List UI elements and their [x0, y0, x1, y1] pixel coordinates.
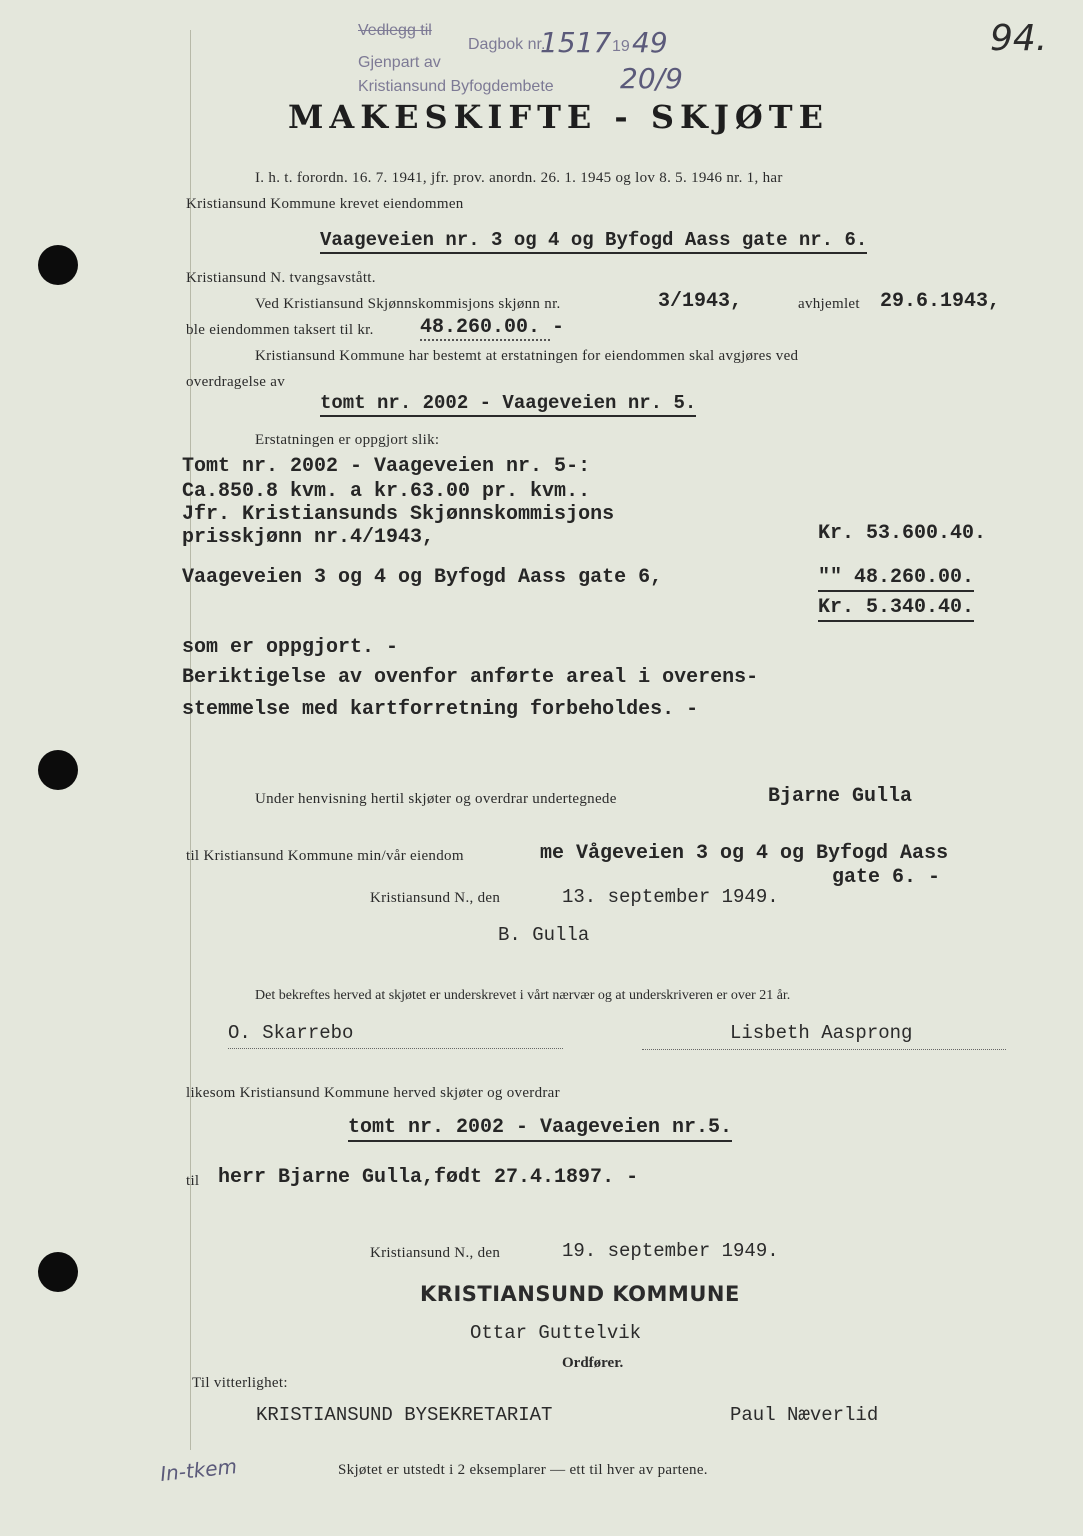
requisitioned-property: Vaageveien nr. 3 og 4 og Byfogd Aass gate nr. 6.	[320, 229, 867, 254]
transferor-name: Bjarne Gulla	[768, 785, 913, 808]
intro-text-7: overdragelse av	[186, 374, 286, 390]
place-date-2-label: Kristiansund N., den	[370, 1245, 501, 1261]
settlement-line-3: Jfr. Kristiansunds Skjønnskommisjons	[182, 503, 615, 526]
stamp-dagbok-number: 1517	[540, 26, 612, 59]
place-date-2-value: 19. september 1949.	[562, 1240, 779, 1262]
attest-name: Paul Næverlid	[730, 1404, 879, 1426]
witness-2-line	[642, 1049, 1006, 1050]
stamp-year-prefix: 19	[612, 38, 630, 55]
punch-hole-middle	[38, 750, 78, 790]
stamp-line-2: Gjenpart av	[358, 54, 441, 71]
intro-text-2: Kristiansund Kommune krevet eiendommen	[186, 196, 464, 212]
copies-note: Skjøtet er utstedt i 2 eksemplarer — ett til hver av partene.	[338, 1462, 708, 1478]
transfer-text-a: Under henvisning hertil skjøter og overdrar undertegnede	[255, 791, 617, 807]
stamp-dagbok-label: Dagbok nr.	[468, 36, 546, 53]
stamp-line-3: Kristiansund Byfogdembete	[358, 78, 554, 95]
transfer-text-b: til Kristiansund Kommune min/vår eiendom	[186, 848, 464, 864]
mayor-name: Ottar Guttelvik	[470, 1322, 642, 1344]
settlement-line-4: prisskjønn nr.4/1943,	[182, 526, 435, 549]
intro-text-3: Kristiansund N. tvangsavstått.	[186, 270, 376, 286]
intro-text-4b: avhjemlet	[798, 296, 860, 312]
place-date-1-label: Kristiansund N., den	[370, 890, 501, 906]
punch-hole-top	[38, 245, 78, 285]
document-title: MAKESKIFTE - SKJØTE	[288, 98, 829, 136]
municipality-name: KRISTIANSUND KOMMUNE	[420, 1282, 740, 1306]
counter-transfer-til: til	[186, 1173, 200, 1189]
intro-text-4a: Ved Kristiansund Skjønnskommisjons skjønn nr.	[255, 296, 561, 312]
transfer-property-line-2: gate 6. -	[832, 866, 941, 889]
settlement-line-7: Beriktigelse av ovenfor anførte areal i overens-	[182, 666, 759, 689]
witness-text: Det bekreftes herved at skjøtet er underskrevet i vårt nærvær og at underskriveren er over 21 år.	[255, 988, 791, 1003]
transfer-property-line-1: me Vågeveien 3 og 4 og Byfogd Aass	[540, 842, 949, 865]
stamp-line-1: Vedlegg til	[358, 22, 432, 39]
settlement-amount-2: "" 48.260.00.	[818, 566, 974, 592]
transferor-signature: B. Gulla	[498, 924, 590, 946]
settlement-line-8: stemmelse med kartforretning forbeholdes. -	[182, 698, 699, 721]
counter-transfer-text: likesom Kristiansund Kommune herved skjøter og overdrar	[186, 1085, 560, 1101]
taksert-amount: 48.260.00. -	[420, 316, 565, 339]
place-date-1-value: 13. september 1949.	[562, 886, 779, 908]
settlement-line-1: Tomt nr. 2002 - Vaageveien nr. 5-:	[182, 455, 591, 478]
stamp-handwritten-date: 20/9	[620, 62, 683, 95]
intro-text-5a: ble eiendommen taksert til kr.	[186, 322, 374, 338]
intro-text-6: Kristiansund Kommune har bestemt at erstatningen for eiendommen skal avgjøres ved	[255, 348, 799, 364]
attest-label: Til vitterlighet:	[192, 1375, 288, 1391]
intro-text-1: I. h. t. forordn. 16. 7. 1941, jfr. prov. anordn. 26. 1. 1945 og lov 8. 5. 1946 nr. 1, har	[255, 170, 783, 186]
recipient-name: herr Bjarne Gulla,født 27.4.1897. -	[218, 1166, 639, 1189]
avhjemlet-date: 29.6.1943,	[880, 290, 1001, 313]
page-number: 94.	[990, 18, 1048, 59]
witness-2-name: Lisbeth Aasprong	[730, 1022, 913, 1044]
mayor-role: Ordfører.	[562, 1355, 624, 1371]
stamp-year-suffix: 49	[632, 26, 668, 59]
settlement-heading: Erstatningen er oppgjort slik:	[255, 432, 440, 448]
overdragelse-property: tomt nr. 2002 - Vaageveien nr. 5.	[320, 392, 696, 417]
margin-line	[190, 30, 191, 1450]
settlement-amount-1: Kr. 53.600.40.	[818, 522, 987, 545]
counter-transfer-property: tomt nr. 2002 - Vaageveien nr.5.	[348, 1116, 732, 1142]
handwritten-margin-note: In-tkem	[158, 1454, 239, 1486]
punch-hole-bottom	[38, 1252, 78, 1292]
settlement-amount-3: Kr. 5.340.40.	[818, 596, 974, 622]
settlement-line-2: Ca.850.8 kvm. a kr.63.00 pr. kvm..	[182, 480, 591, 503]
settlement-line-6: som er oppgjort. -	[182, 636, 399, 659]
witness-1-name: O. Skarrebo	[228, 1022, 563, 1049]
settlement-line-5: Vaageveien 3 og 4 og Byfogd Aass gate 6,	[182, 566, 663, 589]
attest-organisation: KRISTIANSUND BYSEKRETARIAT	[256, 1404, 553, 1426]
skjonn-number: 3/1943,	[658, 290, 743, 313]
